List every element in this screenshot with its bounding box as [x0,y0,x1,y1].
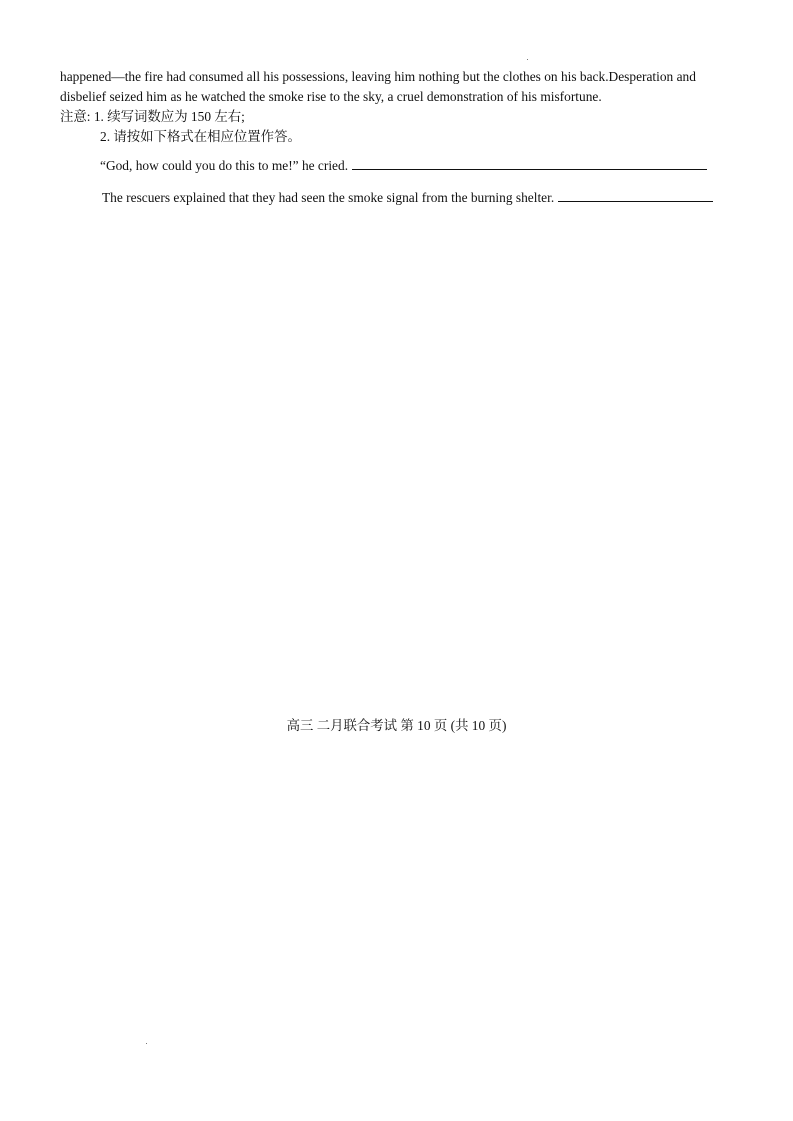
answer-prompt-paragraph-2 [102,187,713,208]
story-passage [60,67,732,107]
scan-speck [146,1043,147,1044]
instructions-note-1: 注意: 1. 续写词数应为 150 左右; [60,109,245,124]
page-footer: 高三 二月联合考试 第 10 页 (共 10 页) [286,718,507,733]
paragraph-2-opening: The rescuers explained that they had seen the smoke signal from the burning shelter. [102,190,555,205]
passage-line-2: disbelief seized him as he watched the smoke rise to the sky, a cruel demonstration of his misfortune. [60,89,602,104]
paragraph-1-opening: “God, how could you do this to me!” he cried. [100,158,349,173]
passage-line-1: happened—the fire had consumed all his possessions, leaving him nothing but the clothes on his back.Desperation and [60,69,696,84]
scan-speck [527,59,528,60]
answer-prompt-paragraph-1 [100,155,707,176]
answer-blank-1[interactable] [352,155,707,170]
instructions-note-2: 2. 请按如下格式在相应位置作答。 [100,129,301,144]
answer-blank-2[interactable] [558,187,713,202]
